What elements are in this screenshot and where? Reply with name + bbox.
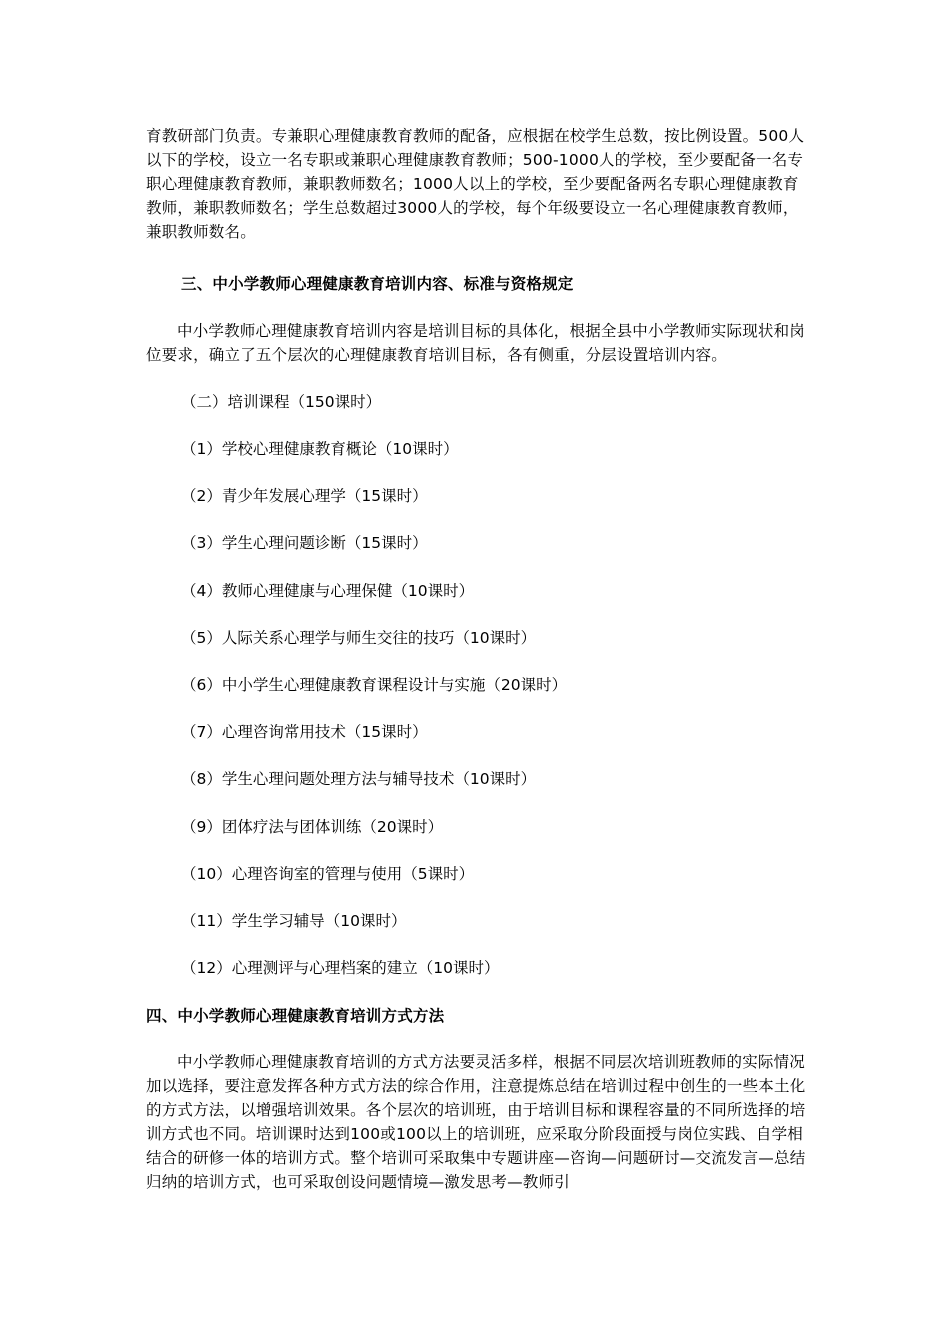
course-item: （9）团体疗法与团体训练（20课时）: [181, 818, 444, 836]
course-item: （4）教师心理健康与心理保健（10课时）: [181, 582, 475, 600]
course-item: （2）青少年发展心理学（15课时）: [181, 487, 428, 505]
section-3-paragraph: 中小学教师心理健康教育培训内容是培训目标的具体化，根据全县中小学教师实际现状和岗位要求，确立了五个层次的心理健康教育培训目标，各有侧重，分层设置培训内容。: [146, 322, 806, 364]
course-item: （11）学生学习辅导（10课时）: [181, 912, 407, 930]
course-item: （5）人际关系心理学与师生交往的技巧（10课时）: [181, 629, 537, 647]
section-3-heading: 三、中小学教师心理健康教育培训内容、标准与资格规定: [181, 275, 574, 293]
course-item: （7）心理咨询常用技术（15课时）: [181, 723, 428, 741]
course-item: （12）心理测评与心理档案的建立（10课时）: [181, 959, 500, 977]
section-4-paragraph: 中小学教师心理健康教育培训的方式方法要灵活多样，根据不同层次培训班教师的实际情况加以选择，要注意发挥各种方式方法的综合作用，注意提炼总结在培训过程中创生的一些本土化的方式方法，以增强培训效果。各个层次的培训班，由于培训目标和课程容量的不同所选择的培训方式也不同。培训课时达到100或100以上的培训班，应采取分阶段面授与岗位实践、自学相结合的研修一体的培训方式。整个培训可采取集中专题讲座—咨询—问题研讨—交流发言—总结归纳的培训方式，也可采取创设问题情境—激发思考—教师引: [146, 1053, 806, 1191]
paragraph-staffing: 育教研部门负责。专兼职心理健康教育教师的配备，应根据在校学生总数，按比例设置。500人以下的学校，设立一名专职或兼职心理健康教育教师；500-1000人的学校，至少要配备一名专职心理健康教育教师，兼职教师数名；1000人以上的学校，至少要配备两名专职心理健康教育教师，兼职教师数名；学生总数超过3000人的学校，每个年级要设立一名心理健康教育教师，兼职教师数名。: [146, 127, 805, 241]
course-item: （1）学校心理健康教育概论（10课时）: [181, 440, 459, 458]
course-item: （10）心理咨询室的管理与使用（5课时）: [181, 865, 475, 883]
course-item: （8）学生心理问题处理方法与辅导技术（10课时）: [181, 770, 537, 788]
course-item: （3）学生心理问题诊断（15课时）: [181, 534, 428, 552]
section-4-heading: 四、中小学教师心理健康教育培训方式方法: [146, 1007, 445, 1025]
courses-heading: （二）培训课程（150课时）: [181, 393, 382, 411]
course-item: （6）中小学生心理健康教育课程设计与实施（20课时）: [181, 676, 568, 694]
